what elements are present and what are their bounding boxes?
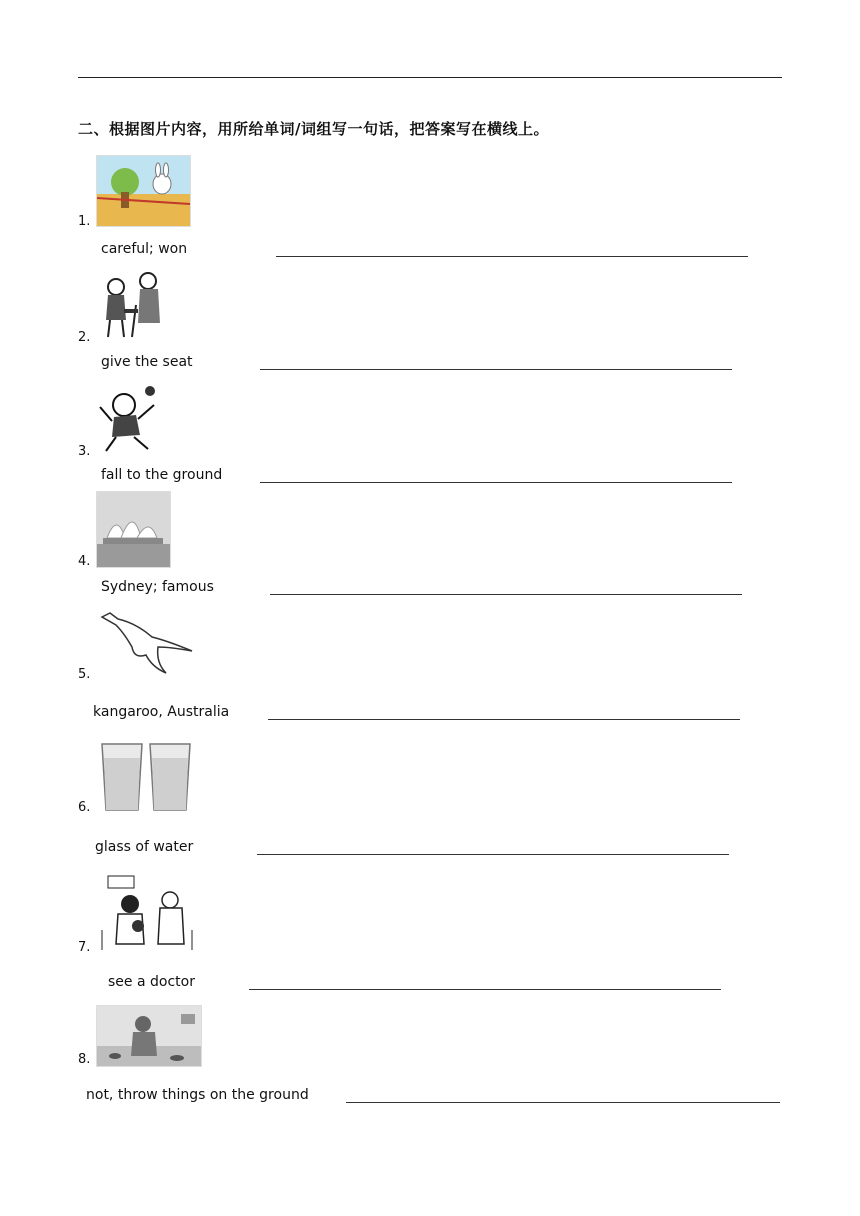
- answer-line[interactable]: [260, 482, 732, 483]
- item-number: 1.: [78, 214, 91, 229]
- item-number: 3.: [78, 444, 91, 459]
- cue-words: glass of water: [95, 839, 194, 855]
- answer-line[interactable]: [268, 719, 740, 720]
- answer-line[interactable]: [249, 989, 721, 990]
- item-number: 2.: [78, 330, 91, 345]
- two-glasses-icon: [100, 740, 194, 814]
- item-number: 5.: [78, 667, 91, 682]
- cue-words: kangaroo, Australia: [93, 704, 230, 720]
- answer-line[interactable]: [260, 369, 732, 370]
- header-rule: [78, 77, 782, 78]
- item-number: 8.: [78, 1052, 91, 1067]
- boy-old-man-bus-icon: [96, 265, 171, 342]
- answer-line[interactable]: [270, 594, 742, 595]
- cue-words: give the seat: [101, 354, 193, 370]
- cue-words: Sydney; famous: [101, 579, 214, 595]
- sydney-opera-house-icon: [96, 491, 171, 568]
- item-number: 7.: [78, 940, 91, 955]
- cue-words: see a doctor: [108, 974, 195, 990]
- answer-line[interactable]: [276, 256, 748, 257]
- rabbit-tortoise-race-icon: [96, 155, 191, 227]
- boy-falling-icon: [96, 377, 160, 455]
- cue-words: not, throw things on the ground: [86, 1087, 309, 1103]
- item-number: 4.: [78, 554, 91, 569]
- doctor-visit-icon: [98, 874, 196, 952]
- cue-words: careful; won: [101, 241, 188, 257]
- answer-line[interactable]: [257, 854, 729, 855]
- item-number: 6.: [78, 800, 91, 815]
- answer-line[interactable]: [346, 1102, 780, 1103]
- kangaroo-icon: [96, 603, 196, 678]
- cue-words: fall to the ground: [101, 467, 223, 483]
- litter-on-ground-icon: [96, 1005, 202, 1067]
- section-heading: 二、根据图片内容，用所给单词/词组写一句话，把答案写在横线上。: [78, 120, 549, 138]
